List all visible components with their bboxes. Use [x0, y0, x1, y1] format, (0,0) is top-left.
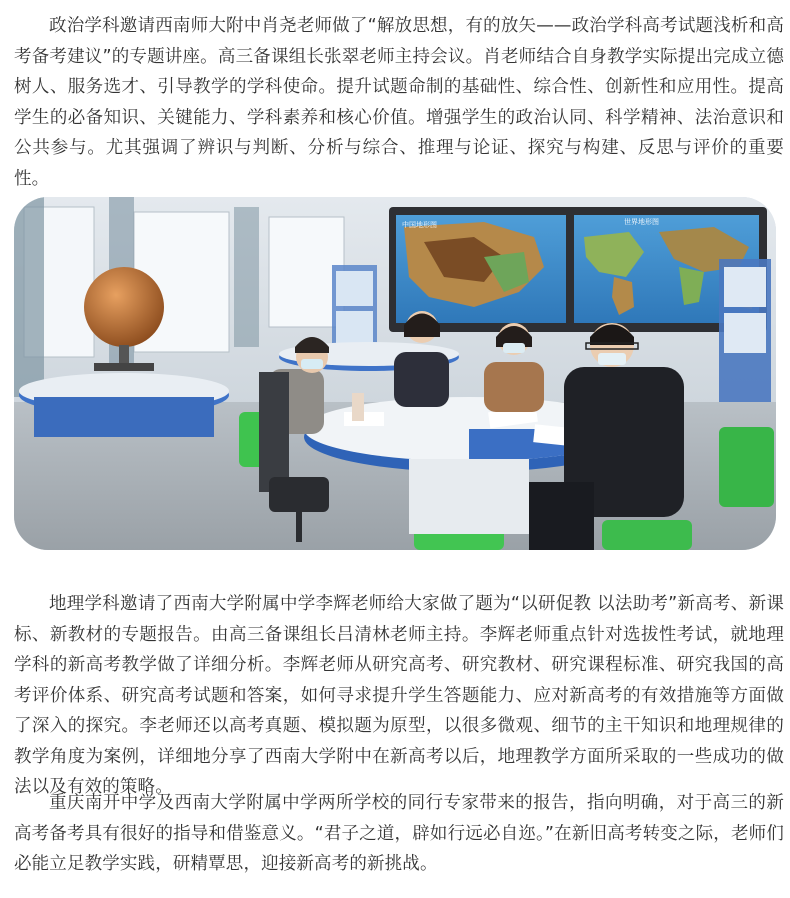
paragraph-summary: 重庆南开中学及西南大学附属中学两所学校的同行专家带来的报告，指向明确，对于高三的新高考备考具有很好的指导和借鉴意义。“君子之道，辟如行远必自迩。”在新旧高考转变之际，老师们必能立足教学实践，研精覃思，迎接新高考的新挑战。 — [14, 793, 784, 874]
world-map-caption: 世界地形图 — [624, 218, 659, 226]
meeting-photo-illustration — [14, 197, 776, 550]
paragraph-geography-report: 地理学科邀请了西南大学附属中学李辉老师给大家做了题为“以研促教 以法助考”新高考、新课标、新教材的专题报告。由高三备课组长吕清林老师主持。李辉老师重点针对选拔性考试，就地理学科的新高考教学做了详细分析。李辉老师从研究高考、研究教材、研究课程标准、研究我国的高考评价体系、研究高考试题和答案，如何寻求提升学生答题能力、应对新高考的有效措施等方面做了深入的探究。李老师还以高考真题、模拟题为原型，以很多微观、细节的主干知识和地理规律的教学角度为案例，详细地分享了西南大学附中在新高考以后，地理教学方面所采取的一些成功的做法以及有效的策略。 — [14, 594, 784, 797]
china-map-caption: 中国地形图 — [402, 221, 437, 229]
meeting-photo — [14, 197, 776, 550]
paragraph-politics-lecture: 政治学科邀请西南师大附中肖尧老师做了“解放思想，有的放矢——政治学科高考试题浅析和高考备考建议”的专题讲座。高三备课组长张翠老师主持会议。肖老师结合自身教学实际提出完成立德树人、服务选才、引导教学的学科使命。提升试题命制的基础性、综合性、创新性和应用性。提高学生的必备知识、关键能力、学科素养和核心价值。增强学生的政治认同、科学精神、法治意识和公共参与。尤其强调了辨识与判断、分析与综合、推理与论证、探究与构建、反思与评价的重要性。 — [14, 16, 784, 189]
china-map — [396, 215, 566, 323]
